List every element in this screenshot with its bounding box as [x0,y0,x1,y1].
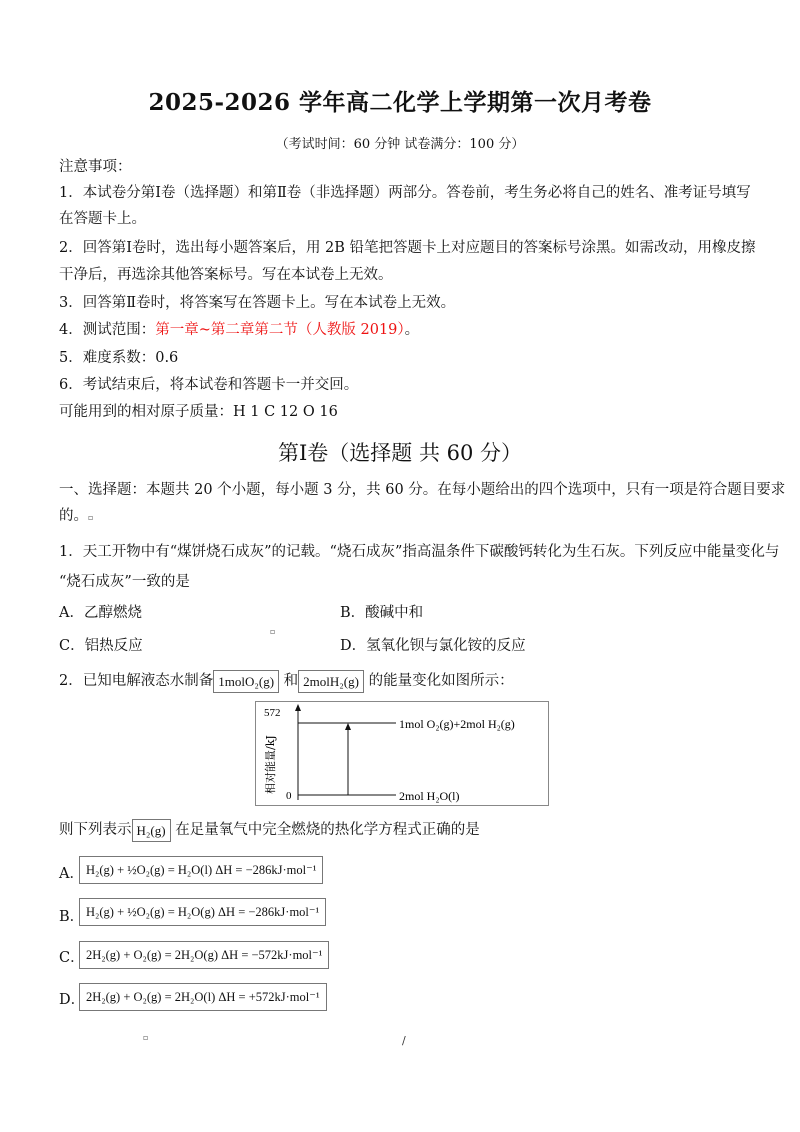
q2-option-d-label[interactable]: D． [59,992,86,1008]
q1-stem-a: 1．天工开物中有“煤饼烧石成灰”的记载。“烧石成灰”指高温条件下碳酸钙转化为生石灰。下列反应中能量变化与 [59,544,780,560]
energy-diagram-svg [256,702,548,805]
test-range: 第一章~第二章第二节（人教版 2019） [155,322,405,338]
note-4-suffix: 。 [404,322,420,338]
q1-option-d[interactable]: D．氢氧化钡与氯化铵的反应 [340,638,526,654]
formula-h2g-box: H₂(g) [132,819,171,842]
note-5: 5．难度系数：0.6 [59,350,179,366]
section-intro-a: 一、选择题：本题共 20 个小题，每小题 3 分，共 60 分。在每小题给出的四个选项中，只有一项是符合题目要求 [59,482,786,498]
stray-mark: ▫ [270,627,276,636]
tick-0: 0 [286,790,292,802]
q2-option-c[interactable]: 2H₂(g) + O₂(g) = 2H₂O(g) ΔH = −572kJ·mol⁻¹ [79,941,329,969]
footer-mark: / [402,1034,406,1047]
q1-option-c[interactable]: C．铝热反应 [59,638,143,654]
note-1a: 1．本试卷分第Ⅰ卷（选择题）和第Ⅱ卷（非选择题）两部分。答卷前，考生务必将自己的姓名、准考证号填写 [59,185,751,201]
section-title: 第Ⅰ卷（选择题 共 60 分） [277,441,523,465]
formula-o2-box: 1molO₂(g) [213,670,279,693]
q1-option-b[interactable]: B．酸碱中和 [340,605,424,621]
note-4-prefix: 4．测试范围： [59,322,156,338]
q2-question: 则下列表示 H₂(g) 在足量氧气中完全燃烧的热化学方程式正确的是 [59,818,480,842]
note-1b: 在答题卡上。 [59,211,146,227]
note-2a: 2．回答第Ⅰ卷时，选出每小题答案后，用 2B 铅笔把答题卡上对应题目的答案标号涂黑。如需改动，用橡皮擦 [59,240,756,256]
notes-heading: 注意事项： [59,159,132,175]
page-title: 2025-2026 学年高二化学上学期第一次月考卷 [148,89,652,116]
note-3: 3．回答第Ⅱ卷时，将答案写在答题卡上。写在本试卷上无效。 [59,295,456,311]
level-low-label: 2mol H₂O(l) [399,789,460,803]
q1-option-a[interactable]: A．乙醇燃烧 [59,605,142,621]
q2-option-b-label[interactable]: B． [59,909,85,925]
q2-stem: 2．已知电解液态水制备 1molO₂(g) 和 2molH₂(g) 的能量变化如图所示： [59,668,514,694]
atomic-mass: 可能用到的相对原子质量：H 1 C 12 O 16 [59,404,338,420]
exam-info: （考试时间：60 分钟 试卷满分：100 分） [275,137,525,152]
note-4 [59,320,419,340]
q2-option-b[interactable]: H₂(g) + ½O₂(g) = H₂O(g) ΔH = −286kJ·mol⁻¹ [79,898,326,926]
note-2b: 干净后，再选涂其他答案标号。写在本试卷上无效。 [59,267,393,283]
q2-option-d[interactable]: 2H₂(g) + O₂(g) = 2H₂O(l) ΔH = +572kJ·mol⁻¹ [79,983,327,1011]
note-6: 6．考试结束后，将本试卷和答题卡一并交回。 [59,377,359,393]
q1-stem-b: “烧石成灰”一致的是 [59,574,190,590]
formula-h2-box: 2molH₂(g) [298,670,364,693]
level-high-label: 1mol O₂(g)+2mol H₂(g) [399,717,515,731]
tick-572: 572 [264,707,281,719]
energy-diagram [255,701,549,806]
q2-option-a-label[interactable]: A． [59,866,84,882]
y-axis-arrow [295,704,301,711]
energy-arrow-head [345,723,351,730]
stray-mark-2: ▫ [143,1033,149,1042]
q2-option-c-label[interactable]: C． [59,950,85,966]
y-axis-label: 相对能量/kJ [264,735,277,794]
q2-option-a[interactable]: H₂(g) + ½O₂(g) = H₂O(l) ΔH = −286kJ·mol⁻¹ [79,856,323,884]
section-intro-b: 的。▫ [59,508,94,524]
